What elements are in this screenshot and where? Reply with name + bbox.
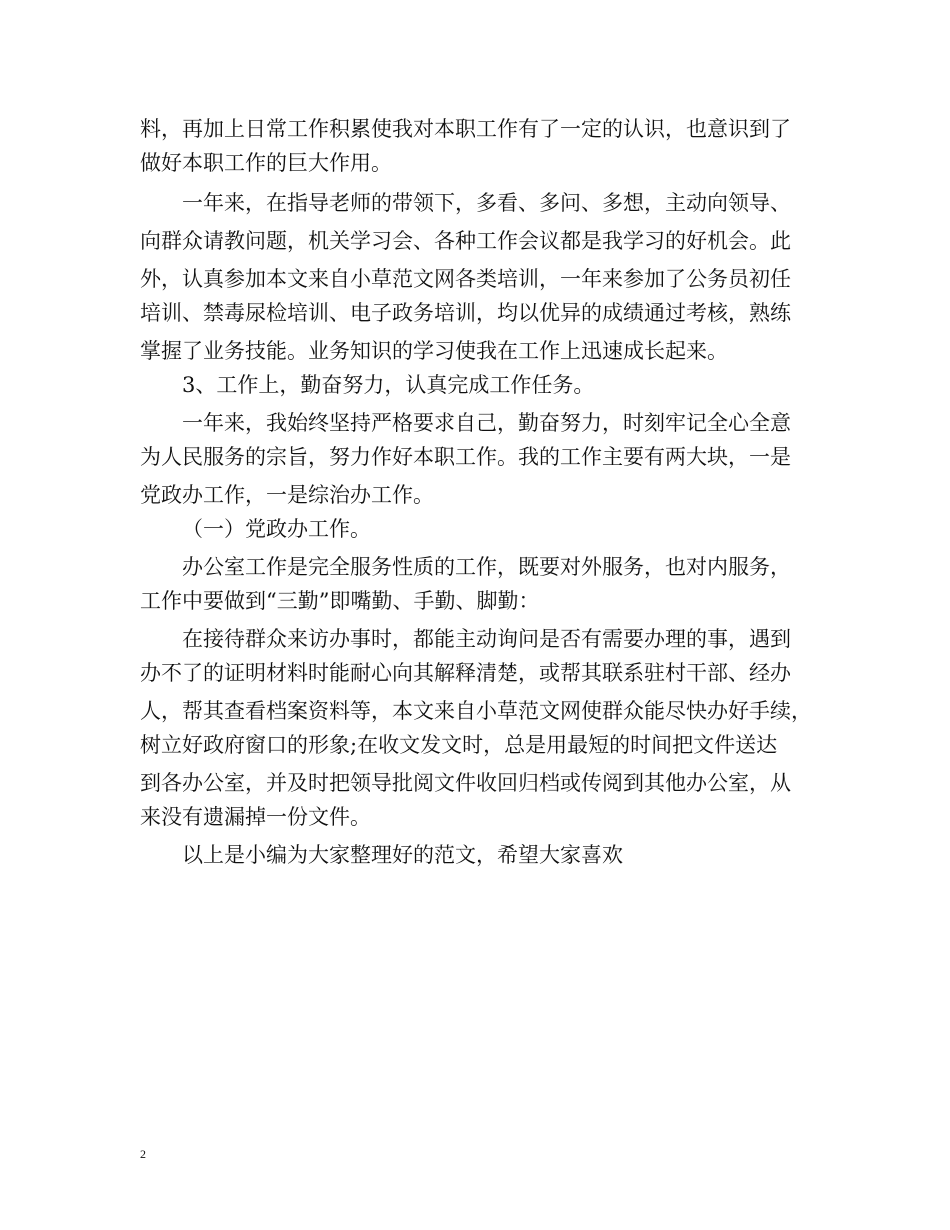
text-line: 办公室工作是完全服务性质的工作，既要对外服务，也对内服务， (182, 555, 791, 579)
text-line: 党政办工作，一是综治办工作。 (140, 483, 434, 507)
text-line: 掌握了业务技能。业务知识的学习使我在工作上迅速成长起来。 (140, 339, 728, 363)
text-line: 外，认真参加本文来自小草范文网各类培训，一年来参加了公务员初任 (140, 267, 791, 291)
text-line: 一年来，我始终坚持严格要求自己，勤奋努力，时刻牢记全心全意 (182, 411, 791, 435)
text-line: 为人民服务的宗旨，努力作好本职工作。我的工作主要有两大块，一是 (140, 445, 791, 469)
text-line: 工作中要做到“三勤”即嘴勤、手勤、脚勤： (140, 589, 540, 613)
text-line: 做好本职工作的巨大作用。 (140, 151, 392, 175)
text-line: 在接待群众来访办事时，都能主动询问是否有需要办理的事，遇到 (182, 627, 791, 651)
text-line: 来没有遗漏掉一份文件。 (140, 805, 371, 829)
text-line: 3、工作上，勤奋努力，认真完成工作任务。 (182, 373, 595, 397)
text-line: 人，帮其查看档案资料等，本文来自小草范文网使群众能尽快办好手续， (140, 699, 812, 723)
page-number: 2 (140, 1147, 146, 1161)
text-line: 到各办公室，并及时把领导批阅文件收回归档或传阅到其他办公室，从 (140, 771, 791, 795)
text-line: 料，再加上日常工作积累使我对本职工作有了一定的认识，也意识到了 (140, 117, 791, 141)
text-line: 一年来，在指导老师的带领下，多看、多问、多想，主动向领导、 (182, 191, 791, 215)
text-line: 以上是小编为大家整理好的范文，希望大家喜欢 (182, 843, 623, 867)
text-line: 树立好政府窗口的形象;在收文发文时，总是用最短的时间把文件送达 (140, 733, 778, 757)
text-line: 办不了的证明材料时能耐心向其解释清楚，或帮其联系驻村干部、经办 (140, 661, 791, 685)
section-heading: （一）党政办工作。 (182, 517, 371, 541)
text-line: 向群众请教问题，机关学习会、各种工作会议都是我学习的好机会。此 (140, 229, 791, 253)
text-line: 培训、禁毒尿检培训、电子政务培训，均以优异的成绩通过考核，熟练 (140, 301, 791, 325)
